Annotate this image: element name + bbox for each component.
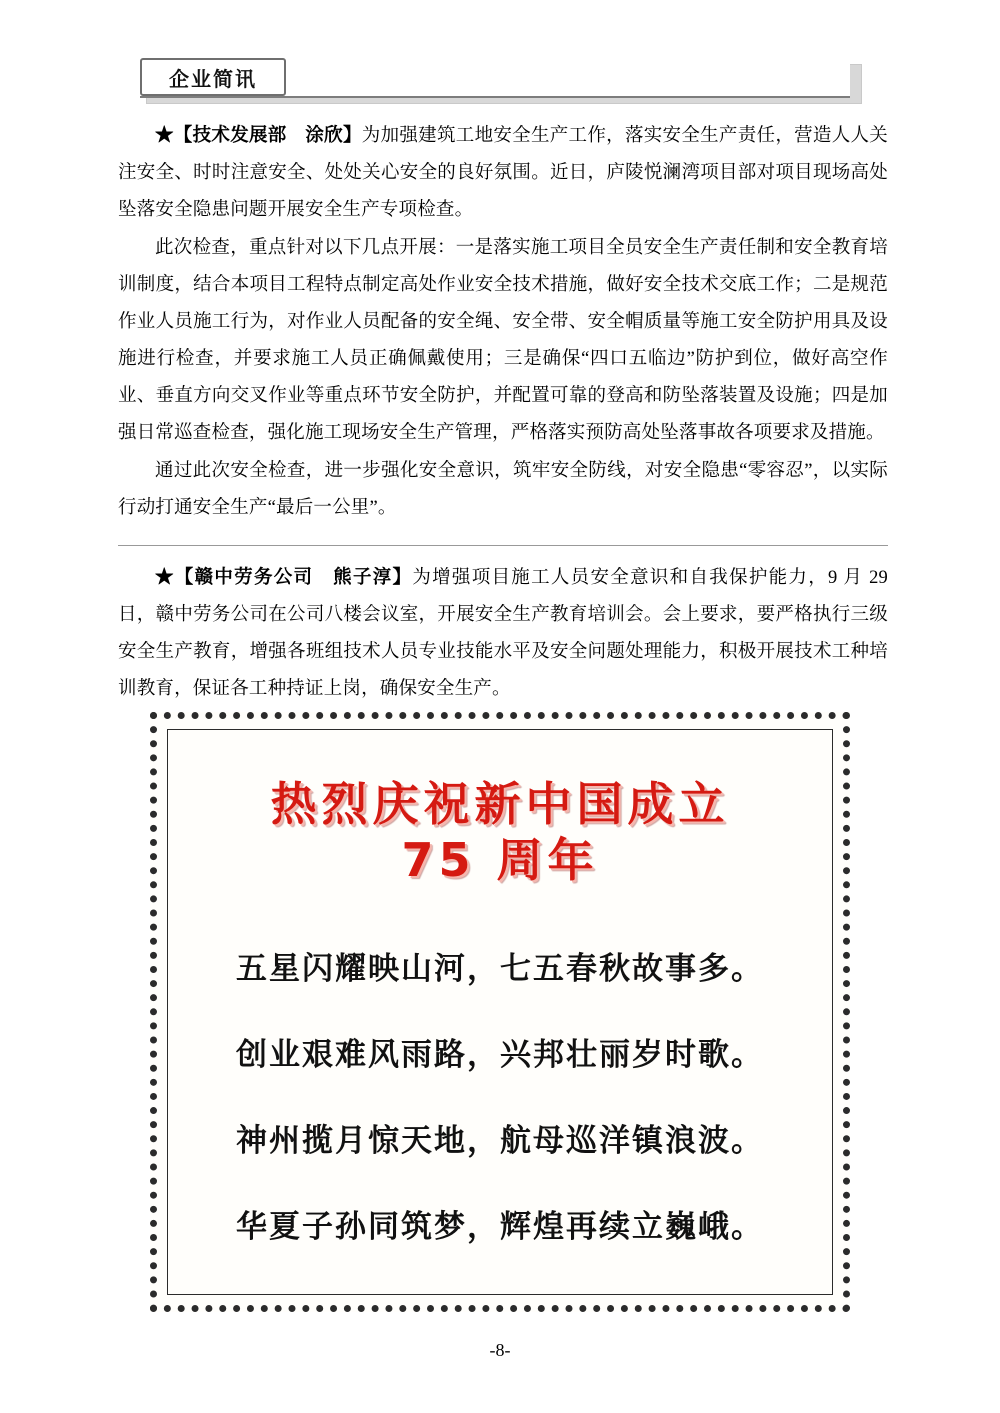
article-1-paragraph-1 [118, 118, 888, 229]
article-2-text-1: 为增强项目施工人员安全意识和自我保护能力，9 月 29 日，赣中劳务公司在公司八楼会议室，开展安全生产教育培训会。会上要求，要严格执行三级安全生产教育，增强各班组技术人员专业技能水平及安全问题处理能力，积极开展技术工种培训教育，保证各工种持证上岗，确保安全生产。 [118, 568, 888, 699]
poem-line: 华夏子孙同筑梦，辉煌再续立巍峨。 [236, 1209, 764, 1244]
article-1-paragraph-2: 此次检查，重点针对以下几点开展：一是落实施工项目全员安全生产责任制和安全教育培训制度，结合本项目工程特点制定高处作业安全技术措施，做好安全技术交底工作；二是规范作业人员施工行为，对作业人员配备的安全绳、安全带、安全帽质量等施工安全防护用具及设施进行检查，并要求施工人员正确佩戴使用；三是确保“四口五临边”防护到位，做好高空作业、垂直方向交叉作业等重点环节安全防护，并配置可靠的登高和防坠落装置及设施；四是加强日常巡查检查，强化施工现场安全生产管理，严格落实预防高处坠落事故各项要求及措施。 [118, 238, 888, 443]
poster-title-line-2: 75 周年 [401, 833, 599, 887]
poster-title-line-1: 热烈庆祝新中国成立 [270, 777, 730, 831]
section-header-banner [140, 58, 860, 102]
article-2-lead: ★【赣中劳务公司 熊子淳】 [155, 568, 413, 588]
header-section-tab [140, 58, 286, 96]
poem-line: 五星闪耀映山河，七五春秋故事多。 [236, 951, 764, 986]
poem-line: 创业艰难风雨路，兴邦壮丽岁时歌。 [236, 1037, 764, 1072]
article-2-paragraph-1 [118, 560, 888, 708]
page-number: -8- [489, 1340, 511, 1360]
poster-inner-border [167, 729, 833, 1295]
article-1-paragraph-3: 通过此次安全检查，进一步强化安全意识，筑牢安全防线，对安全隐患“零容忍”，以实际行动打通安全生产“最后一公里”。 [118, 461, 888, 518]
poster-title [168, 776, 832, 888]
celebration-poster [150, 712, 850, 1312]
article-1-text-1: 为加强建筑工地安全生产工作，落实安全生产责任，营造人人关注安全、时时注意安全、处处关心安全的良好氛围。近日，庐陵悦澜湾项目部对项目现场高处坠落安全隐患问题开展安全生产专项检查。 [118, 126, 889, 220]
poem-line: 神州揽月惊天地，航母巡洋镇浪波。 [236, 1123, 764, 1158]
poster-poem [168, 926, 832, 1270]
header-section-label: 企业简讯 [169, 66, 257, 91]
article-1-lead: ★【技术发展部 涂欣】 [155, 126, 362, 146]
article-content [118, 118, 888, 709]
article-divider [118, 545, 888, 546]
